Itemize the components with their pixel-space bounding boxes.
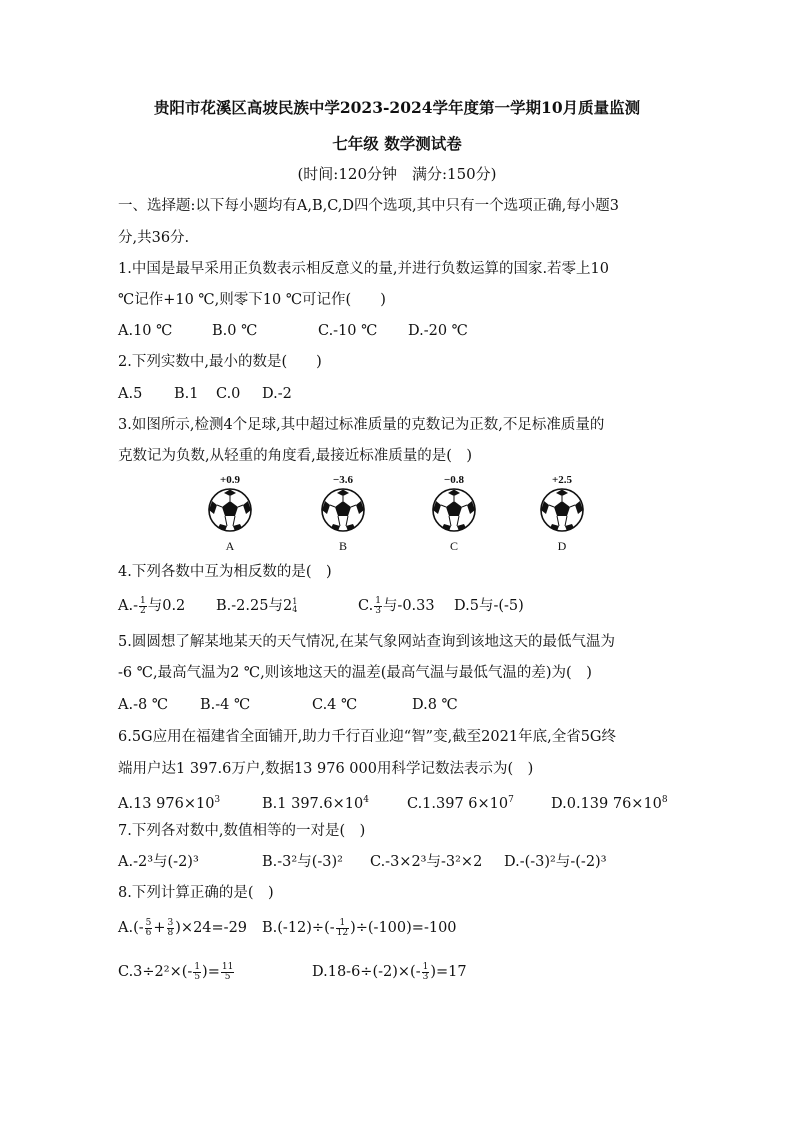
q8-option-d: D.18-6÷(-2)×(- $\frac{1}{3}$ )=17 (312, 961, 467, 982)
q5-option-d: D.8 ℃ (412, 697, 458, 713)
ball-a (200, 474, 260, 554)
q2-option-d: D.-2 (262, 386, 292, 402)
q1-option-a: A.10 ℃ (118, 323, 173, 339)
ball-c-label: C (449, 539, 458, 553)
soccer-ball-icon (540, 488, 584, 532)
ball-d-label: D (557, 539, 567, 553)
q7-options (118, 852, 678, 872)
q8-option-c: C.3÷2²×(- $\frac{1}{5}$ )= $\frac{11}{5}$ (118, 961, 234, 982)
q3-text-line2: 克数记为负数,从轻重的角度看,最接近标准质量的是( ) (118, 448, 473, 464)
q8-options-row1 (118, 918, 678, 940)
ball-b-label: B (338, 539, 347, 553)
soccer-ball-icon (208, 488, 252, 532)
ball-c-value: −0.8 (443, 474, 465, 486)
q5-option-b: B.-4 ℃ (200, 697, 251, 713)
q6-text-line2: 端用户达1 397.6万户,数据13 976 000用科学记数法表示为( ) (118, 761, 534, 777)
q6-options (118, 790, 678, 810)
q5-text-line2: -6 ℃,最高气温为2 ℃,则该地这天的温差(最高气温与最低气温的差)为( ) (118, 665, 592, 681)
q6-text-line1: 6.5G应用在福建省全面铺开,助力千行百业迎“智”变,截至2021年底,全省5G终 (118, 729, 617, 745)
ball-b-value: −3.6 (332, 474, 354, 486)
q3-text-line1: 3.如图所示,检测4个足球,其中超过标准质量的克数记为正数,不足标准质量的 (118, 417, 605, 433)
q4-option-c: C. $\frac{1}{3}$ 与-0.33 (358, 595, 435, 616)
q4-options (118, 596, 678, 618)
q4-option-b: B.-2.25与2 1 4 (216, 597, 298, 614)
q1-text-line1: 1.中国是最早采用正负数表示相反意义的量,并进行负数运算的国家.若零上10 (118, 261, 610, 277)
q6-option-a: A.13 $976\times 10^3$ (118, 795, 221, 812)
q8-option-a: A.(- $\frac{5}{6}$ + $\frac{3}{8}$ )×24=-29 (118, 917, 248, 938)
ball-a-label: A (225, 539, 235, 553)
q4-option-a: A.- $\frac{1}{2}$ 与0.2 (118, 595, 186, 616)
exam-title: 贵阳市花溪区高坡民族中学2023-2024学年度第一学期10月质量监测 (153, 98, 641, 117)
q5-option-c: C.4 ℃ (312, 697, 358, 713)
soccer-ball-icon (321, 488, 365, 532)
exam-subtitle: 七年级 数学测试卷 (332, 134, 462, 153)
q2-options (118, 384, 418, 404)
q5-option-a: A.-8 ℃ (118, 697, 169, 713)
exam-info: (时间:120分钟 满分:150分) (297, 165, 497, 183)
q7-option-a: A.-2³与(-2)³ (118, 854, 199, 870)
q7-option-d: D.-(-3)²与-(-2)³ (504, 854, 607, 870)
ball-c (424, 474, 484, 554)
q6-option-b: B.1 $397.6\times 10^4$ (262, 795, 369, 812)
q8-option-b: B.(-12)÷(- $\frac{1}{12}$ )÷(-100)=-100 (262, 917, 457, 938)
q1-option-d: D.-20 ℃ (408, 323, 468, 339)
q8-text: 8.下列计算正确的是( ) (118, 885, 274, 901)
q6-option-d: D.0.139 $76\times 10^8$ (551, 795, 668, 812)
q7-text: 7.下列各对数中,数值相等的一对是( ) (118, 823, 366, 839)
q1-option-c: C.-10 ℃ (318, 323, 378, 339)
q7-option-c: C.-3×2³与-3²×2 (370, 854, 483, 870)
q4-option-d: D.5与-(-5) (454, 598, 524, 614)
q8-options-row2 (118, 962, 678, 984)
q1-option-b: B.0 ℃ (212, 323, 258, 339)
q5-text-line1: 5.圆圆想了解某地某天的天气情况,在某气象网站查询到该地这天的最低气温为 (118, 634, 615, 650)
q5-options (118, 695, 518, 715)
q2-option-a: A.5 (118, 386, 143, 402)
ball-d-value: +2.5 (551, 474, 573, 486)
ball-a-value: +0.9 (219, 474, 241, 486)
q1-text-line2: ℃记作+10 ℃,则零下10 ℃可记作( ) (118, 292, 386, 308)
q2-text: 2.下列实数中,最小的数是( ) (118, 354, 322, 370)
q2-option-b: B.1 (174, 386, 199, 402)
soccer-ball-icon (432, 488, 476, 532)
q1-options (118, 321, 678, 341)
q6-option-c: C.1.397 $6\times 10^7$ (407, 795, 514, 812)
q4-text: 4.下列各数中互为相反数的是( ) (118, 564, 332, 580)
section1-instructions-line2: 分,共36分. (118, 230, 190, 246)
ball-d (532, 474, 592, 554)
ball-b (313, 474, 373, 554)
section1-instructions-line1: 一、选择题:以下每小题均有A,B,C,D四个选项,其中只有一个选项正确,每小题3 (118, 198, 619, 214)
q7-option-b: B.-3²与(-3)² (262, 854, 343, 870)
q2-option-c: C.0 (216, 386, 241, 402)
